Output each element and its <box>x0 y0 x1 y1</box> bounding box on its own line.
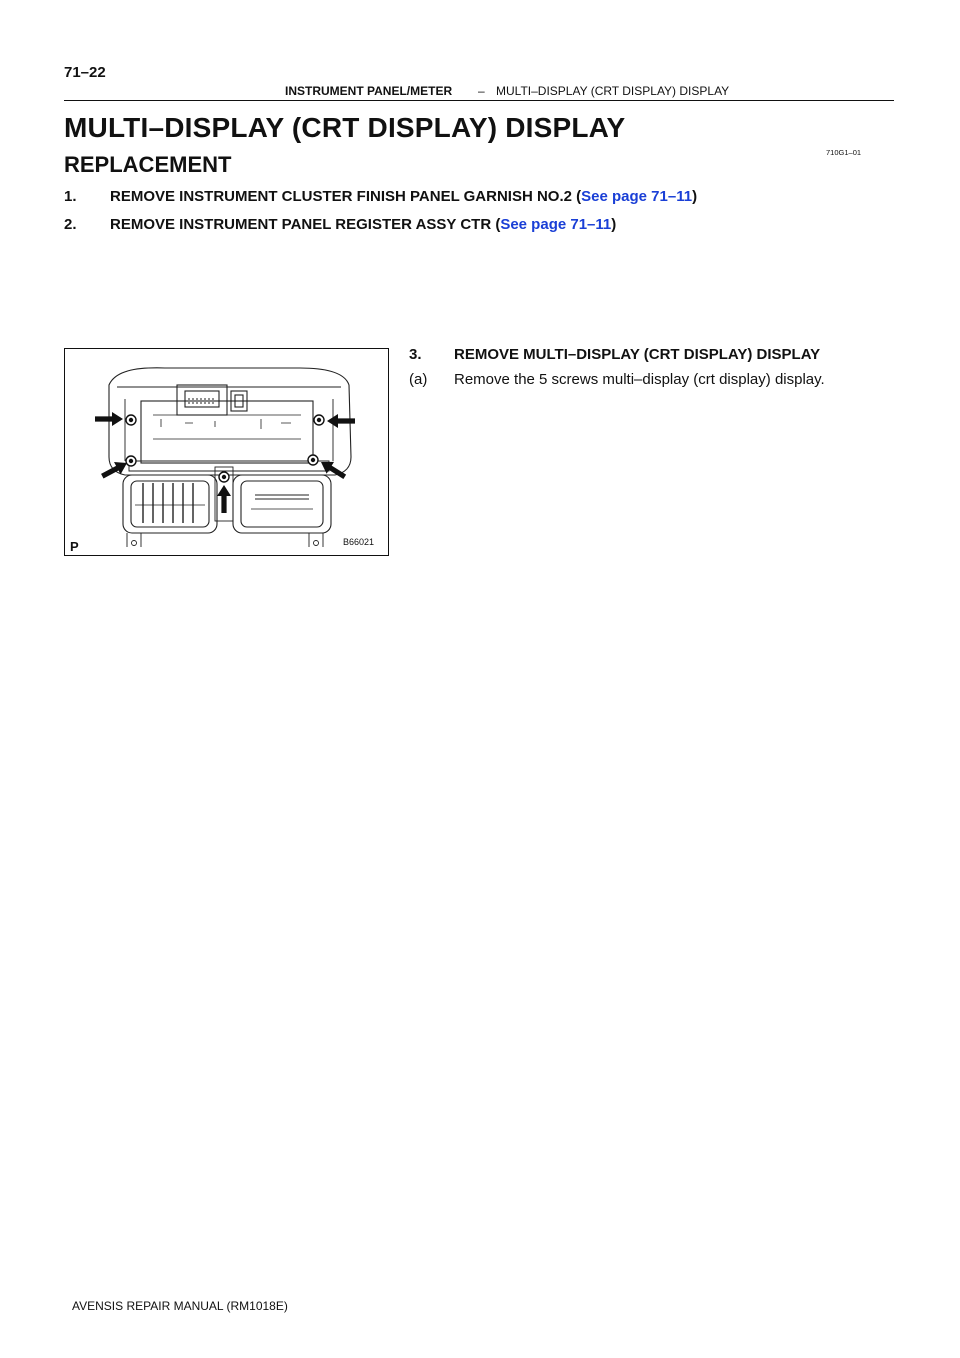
header-subsection: MULTI–DISPLAY (CRT DISPLAY) DISPLAY <box>496 84 730 98</box>
header-section: INSTRUMENT PANEL/METER <box>285 84 453 98</box>
step-number: 2. <box>64 216 77 233</box>
step-number: 1. <box>64 188 77 205</box>
step-text-body: REMOVE INSTRUMENT PANEL REGISTER ASSY CTR ( <box>110 216 501 233</box>
figure-b66021 <box>64 348 389 556</box>
header-rule <box>64 100 894 101</box>
step-text: REMOVE MULTI–DISPLAY (CRT DISPLAY) DISPLAY <box>454 346 821 363</box>
step-number: 3. <box>409 346 422 363</box>
see-page-link[interactable]: See page 71–11 <box>500 216 612 233</box>
arrow-icon <box>217 485 231 513</box>
screw-icon <box>219 472 229 482</box>
screw-icon <box>126 456 136 466</box>
substep-text: Remove the 5 screws multi–display (crt display) display. <box>454 371 825 388</box>
step-text-body: REMOVE INSTRUMENT CLUSTER FINISH PANEL GARNISH NO.2 ( <box>110 188 582 205</box>
screw-icon <box>126 415 136 425</box>
footer-manual-title: AVENSIS REPAIR MANUAL (RM1018E) <box>72 1299 288 1313</box>
step-text <box>110 216 616 233</box>
header-separator: – <box>478 84 485 98</box>
substep-label: (a) <box>409 371 428 388</box>
screw-icon <box>308 455 318 465</box>
step-text-close: ) <box>692 188 698 205</box>
screw-icon <box>314 415 324 425</box>
document-subtitle: REPLACEMENT <box>64 152 232 177</box>
document-title: MULTI–DISPLAY (CRT DISPLAY) DISPLAY <box>64 112 626 143</box>
document-code: 710G1–01 <box>826 148 862 157</box>
figure-corner-label: P <box>70 539 79 554</box>
step-text-close: ) <box>611 216 617 233</box>
display-illustration <box>65 349 389 556</box>
page-number: 71–22 <box>64 64 106 81</box>
see-page-link[interactable]: See page 71–11 <box>581 188 693 205</box>
figure-code: B66021 <box>343 537 375 547</box>
step-text <box>110 188 697 205</box>
arrow-icon <box>327 414 355 428</box>
